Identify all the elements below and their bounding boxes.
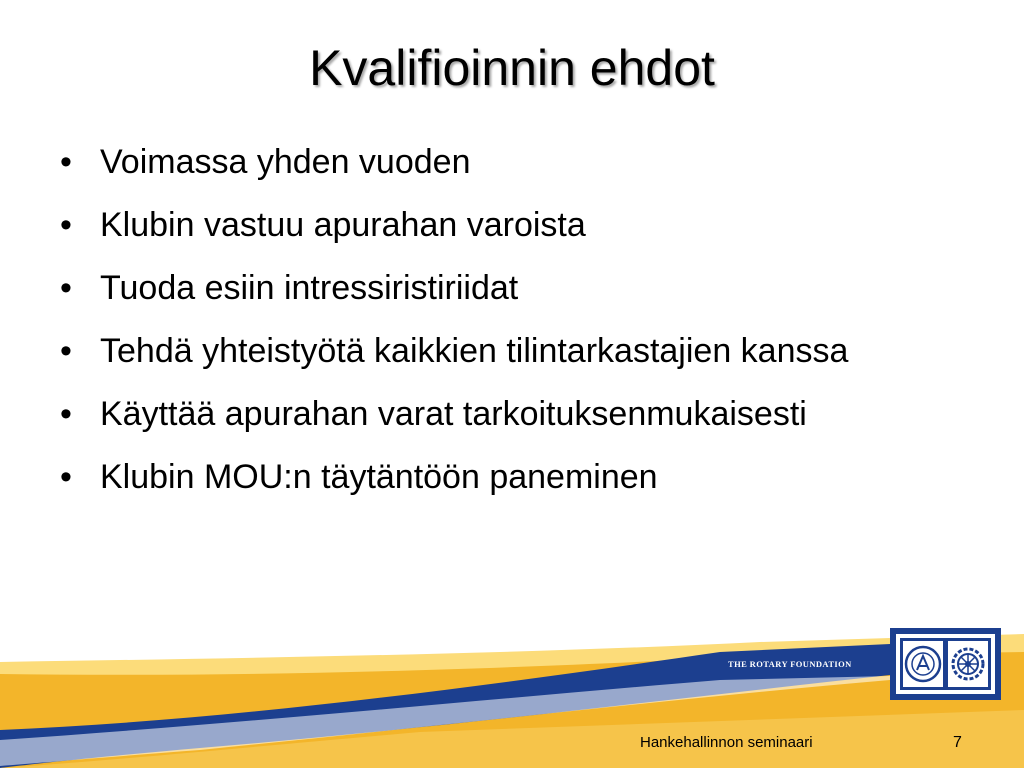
bullet-item (58, 140, 978, 184)
bullet-text: Tehdä yhteistyötä kaikkien tilintarkastajien kanssa (100, 332, 849, 370)
rotary-wheel-icon (948, 641, 988, 687)
bullet-dot: • (60, 143, 72, 181)
slide-number: 7 (953, 734, 962, 751)
bullet-text: Käyttää apurahan varat tarkoituksenmukaisesti (100, 395, 807, 433)
rotary-logo-box (890, 628, 1001, 700)
bullet-dot: • (60, 458, 72, 496)
seminar-footer-label: Hankehallinnon seminaari (640, 734, 813, 751)
bullet-text: Klubin vastuu apurahan varoista (100, 206, 586, 244)
bullet-dot: • (60, 206, 72, 244)
bullet-item (58, 455, 978, 499)
bullet-text: Voimassa yhden vuoden (100, 143, 471, 181)
bullet-dot: • (60, 269, 72, 307)
bullet-dot: • (60, 332, 72, 370)
bullet-item (58, 266, 978, 310)
bullet-item (58, 329, 978, 373)
bullet-text: Klubin MOU:n täytäntöön paneminen (100, 458, 658, 496)
slide-title: Kvalifioinnin ehdot (309, 40, 715, 96)
bullet-item (58, 203, 978, 247)
rotary-foundation-emblem-icon (903, 641, 943, 687)
bullet-item (58, 392, 978, 436)
bullet-dot: • (60, 395, 72, 433)
bullet-list (58, 140, 978, 518)
bullet-text: Tuoda esiin intressiristiriidat (100, 269, 519, 307)
rotary-foundation-label: THE ROTARY FOUNDATION (728, 659, 852, 669)
footer-decorative-band (0, 600, 1024, 768)
